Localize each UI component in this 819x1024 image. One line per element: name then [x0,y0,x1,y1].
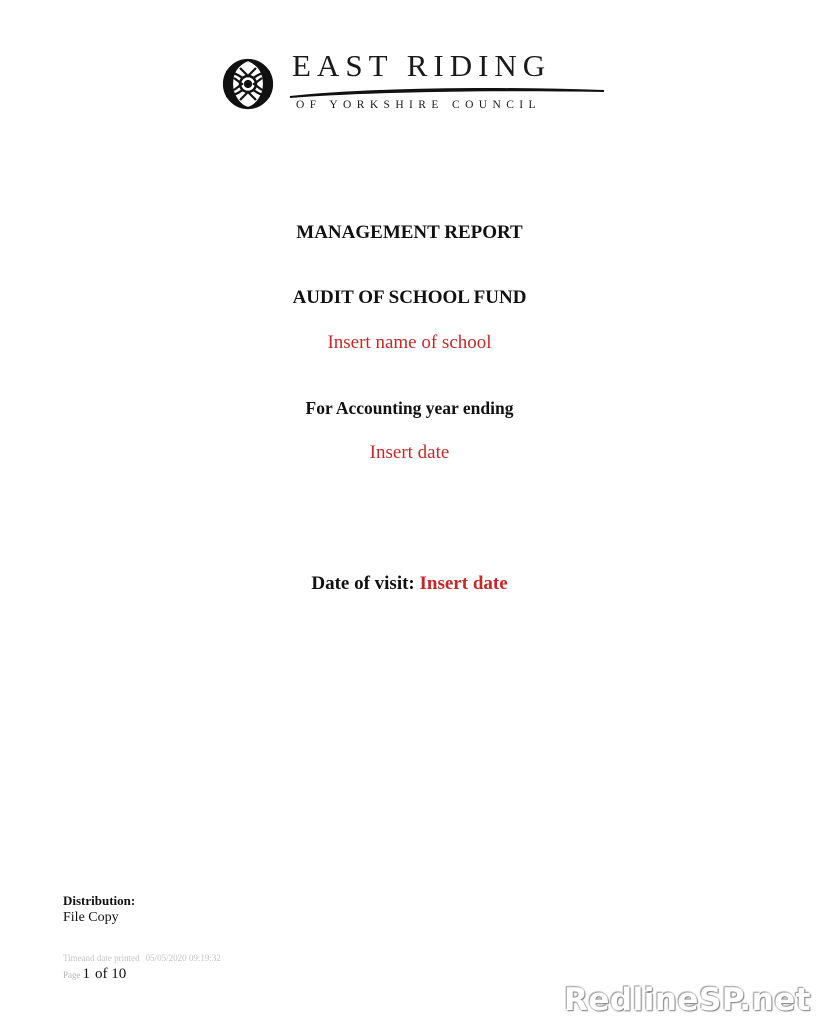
page-number-line [63,965,126,983]
visit-date-line [0,573,819,595]
watermark-text: RedlineSP.net [564,982,811,1018]
logo-title: EAST RIDING [292,48,552,83]
logo-swoosh [288,84,606,100]
printed-label: Timeand date printed [63,953,140,963]
accounting-year-label: For Accounting year ending [305,398,514,418]
yorkshire-rose-icon [216,54,280,114]
page-number: 1 [82,966,90,982]
distribution-label: Distribution: [63,893,136,908]
page-word: Page [63,970,81,980]
printed-timestamp [63,953,221,963]
report-subheading: AUDIT OF SCHOOL FUND [292,287,527,308]
visit-date-label: Date of visit: [311,573,415,594]
report-heading: MANAGEMENT REPORT [296,222,523,243]
council-logo [216,50,606,116]
logo-subtitle: OF YORKSHIRE COUNCIL [296,99,541,111]
accounting-year-date-placeholder: Insert date [369,442,450,463]
printed-datetime: 05/05/2020 09:19:32 [145,953,221,963]
school-name-placeholder: Insert name of school [327,332,492,353]
distribution-value: File Copy [63,910,119,925]
visit-date-placeholder: Insert date [419,573,508,594]
page-total: of 10 [95,966,127,982]
